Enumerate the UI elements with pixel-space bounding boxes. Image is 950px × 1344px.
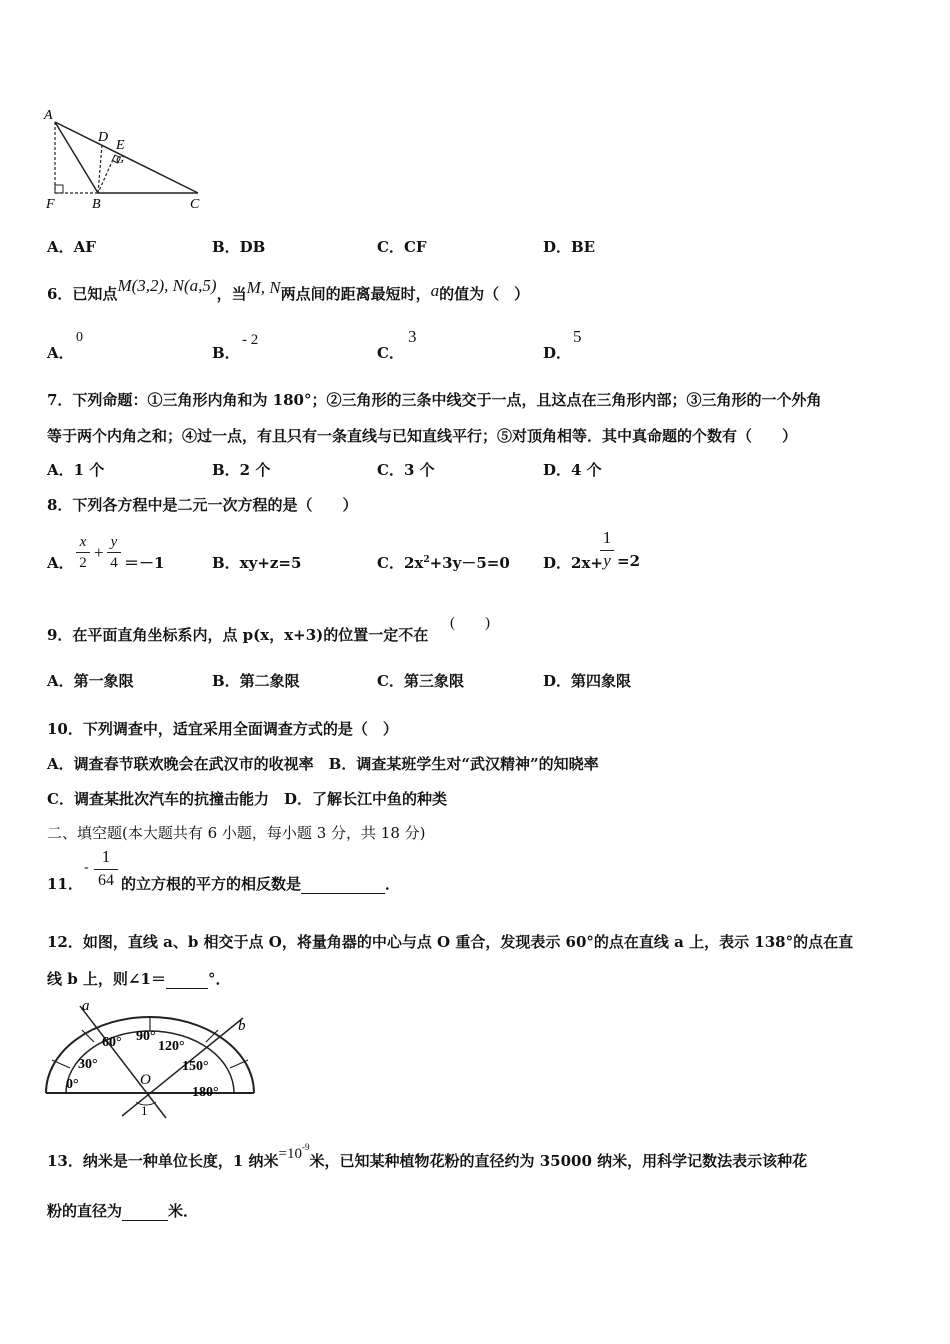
tick-0: 0° [66,1077,79,1092]
q13-pre: 13．纳米是一种单位长度，1 纳米 [47,1152,279,1170]
q8-a-y: y [110,534,118,550]
q10-line-2: C．调查某批次汽车的抗撞击能力 D．了解长江中鱼的种类 [47,790,447,808]
q8-a-plus: + [94,543,104,562]
q12-answer-blank[interactable] [166,974,208,989]
q8-c-post: +3y－5=0 [429,554,510,572]
q11-fden: 64 [98,872,114,889]
q6-label-c: C． [377,344,404,362]
q13-eq: =10 [278,1146,303,1162]
q8-a-rest: ＝－1 [124,554,165,572]
center-o-label: O [140,1072,151,1088]
q11-minus: - [84,860,89,875]
q8-d-post: =2 [617,552,641,570]
q6-stem [47,276,530,304]
q6-points: M(3,2), N(a,5) [117,276,217,295]
angle-1-label: 1 [141,1103,148,1118]
q12-line-2-pre: 线 b 上，则∠1＝ [47,970,166,988]
q7-option-d: D．4 个 [543,461,602,479]
section-2-heading: 二、填空题(本大题共有 6 小题，每小题 3 分，共 18 分) [47,824,426,842]
q6-value-a: 0 [76,330,83,345]
q8-stem: 8．下列各方程中是二元一次方程的是（ ） [47,496,358,514]
q8-a-fraction-x [76,533,90,572]
q8-d-num: 1 [602,528,612,547]
q8-a-label: A． [47,554,74,572]
q5-option-d: D．BE [543,238,596,256]
tick-90: 90° [136,1029,156,1044]
q7-line-1: 7．下列命题：①三角形内角和为 180°；②三角形的三条中线交于一点，且这点在三角形内部；③三角形的一个外角 [47,391,822,409]
label-e: E [116,138,125,153]
q13-answer-blank[interactable] [122,1206,168,1221]
q9-stem: 9．在平面直角坐标系内，点 p(x，x+3)的位置一定不在 [47,626,429,644]
q8-c-pre: C．2x [377,554,424,572]
q11-text [121,873,400,894]
q8-c-sup: 2 [423,555,430,565]
q8-option-c [377,552,510,573]
q8-a-x: x [79,534,87,550]
q8-d-fraction [600,527,614,570]
q6-var-a: a [430,281,440,300]
label-b: B [92,197,101,212]
q11-fnum: 1 [101,847,111,866]
label-f: F [46,197,55,212]
q11-fraction [94,846,118,891]
q8-a-4: 4 [110,555,118,571]
q7-option-b: B．2 个 [212,461,271,479]
q10-stem: 10．下列调查中，适宜采用全面调查方式的是（ ） [47,720,398,738]
q5-option-a: A．AF [47,238,96,256]
q6-value-b: - 2 [242,332,259,348]
q11-number: 11． [47,875,83,893]
q13-exp: -9 [302,1142,310,1152]
q11-answer-blank[interactable] [301,879,385,894]
tick-120: 120° [158,1039,185,1054]
tick-30: 30° [78,1057,98,1072]
label-d: D [98,130,109,145]
label-a: A [44,108,53,123]
line-a-label: a [82,998,90,1014]
q6-label-b: B． [212,344,240,362]
q13-line-2-post: 米． [168,1202,199,1220]
q6-mid: ，当 [216,285,247,303]
label-c: C [190,197,200,212]
label-g: G [116,154,124,166]
q6-value-c: 3 [408,327,417,346]
q8-option-b: B．xy+z=5 [212,554,302,572]
q9-paren: ( ) [450,615,490,631]
line-b-label: b [238,1018,246,1034]
q13-line-1 [47,1142,808,1171]
q11-end: ． [385,875,401,893]
q8-d-den: y [603,551,611,570]
q9-option-c: C．第三象限 [377,672,464,690]
q13-post: 米，已知某种植物花粉的直径约为 35000 纳米，用科学记数法表示该种花 [309,1152,808,1170]
q9-option-b: B．第二象限 [212,672,300,690]
q13-line-2 [47,1200,198,1221]
q6-lead: 6．已知点 [47,285,118,303]
q9-option-d: D．第四象限 [543,672,632,690]
q5-option-c: C．CF [377,238,427,256]
q7-option-c: C．3 个 [377,461,435,479]
q7-option-a: A．1 个 [47,461,105,479]
q11-body: 的立方根的平方的相反数是 [121,875,302,893]
q12-line-2 [47,968,230,989]
tick-60: 60° [102,1035,122,1050]
q8-a-fraction-y [107,533,121,572]
protractor-figure [40,998,265,1120]
q6-end: 的值为（ ） [439,285,530,303]
q6-label-a: A． [47,344,74,362]
q13-line-2-pre: 粉的直径为 [47,1202,123,1220]
q5-option-b: B．DB [212,238,266,256]
q6-value-d: 5 [573,327,582,346]
q10-line-1: A．调查春节联欢晚会在武汉市的收视率 B．调查某班学生对“武汉精神”的知晓率 [47,755,599,773]
triangle-figure [40,105,220,215]
q6-tail: 两点间的距离最短时， [280,285,431,303]
q6-mn: M, N [246,278,281,297]
tick-150: 150° [182,1059,209,1074]
q12-line-2-post: °． [207,970,231,988]
q12-line-1: 12．如图，直线 a、b 相交于点 O，将量角器的中心与点 O 重合，发现表示 60°的点在直线 a 上，表示 138°的点在直 [47,933,854,951]
q6-label-d: D． [543,344,572,362]
tick-180: 180° [192,1085,219,1100]
q7-line-2: 等于两个内角之和；④过一点，有且只有一条直线与已知直线平行；⑤对顶角相等．其中真命题的个数有（ ） [47,427,798,445]
q8-d-pre: D．2x+ [543,554,603,572]
q9-option-a: A．第一象限 [47,672,134,690]
q8-a-2: 2 [79,555,87,571]
